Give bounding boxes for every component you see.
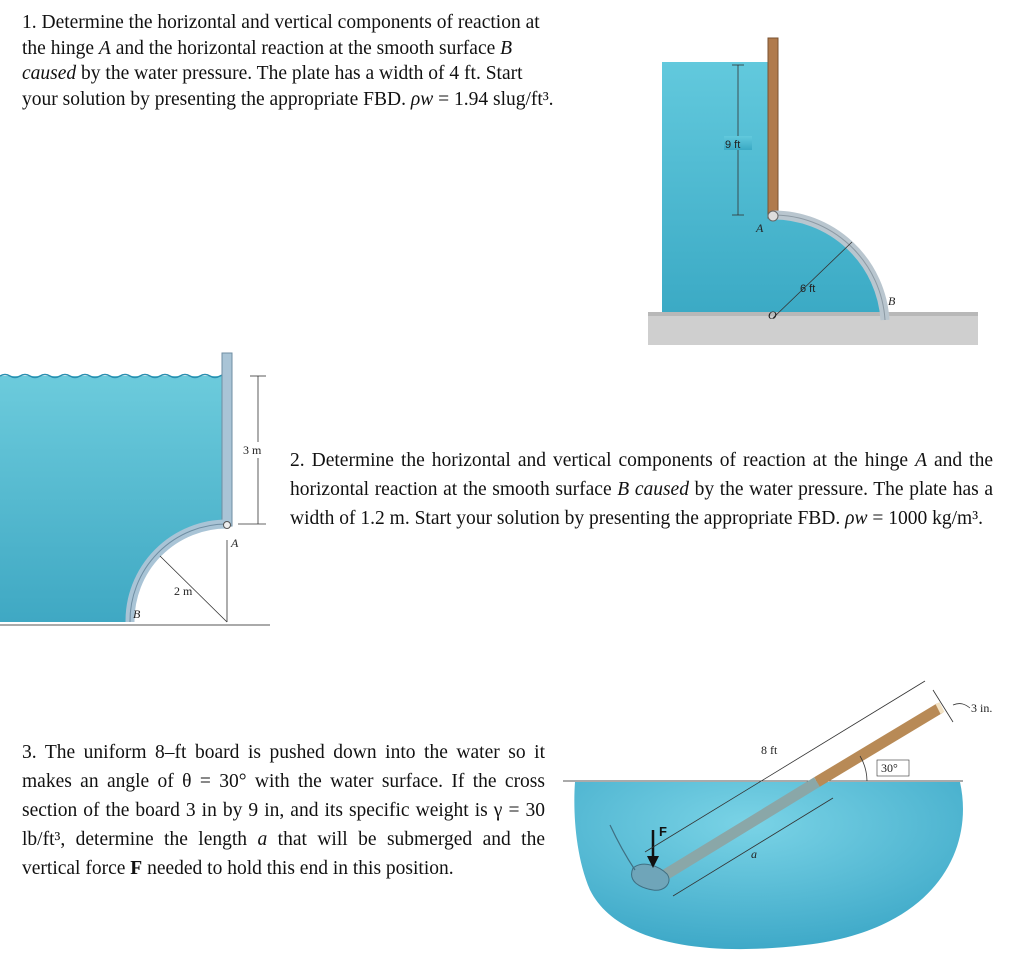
angle-label-3: 30° xyxy=(881,761,898,775)
height-label-2: 3 m xyxy=(243,443,262,457)
problem-3-text: 3. The uniform 8–ft board is pushed down into the water so it makes an angle of θ = 30° with the water surface. If the cross section of the board 3 in by 9 in, and its specific weight is γ = 30 lb/ft³, determine the length a that will be submerged and the vertical force F needed to hold this end in this position. xyxy=(22,742,545,879)
radius-label-1: 6 ft xyxy=(800,283,816,295)
hinge-label-2: A xyxy=(231,536,239,550)
problem-1-line-2: the hinge A and the horizontal reaction at the smooth surface B xyxy=(22,37,513,59)
figure-2 xyxy=(0,350,285,640)
problem-1-text xyxy=(22,10,622,112)
center-label-1: O xyxy=(768,308,777,322)
ground-1 xyxy=(648,312,978,345)
submerged-label-3: a xyxy=(751,847,757,861)
problem-2-text: 2. Determine the horizontal and vertical components of reaction at the hinge A and the horizontal reaction at the smooth surface B caused by the water pressure. The plate has a width of 1.2 m. Start your solution by presenting the appropriate FBD. ρw = 1000 kg/m³. xyxy=(290,450,994,529)
problem-1-line-3: caused by the water pressure. The plate has a width of 4 ft. Start xyxy=(22,63,523,84)
figure-3 xyxy=(555,660,1020,960)
thickness-label-3: 3 in. xyxy=(971,701,993,715)
vertical-plate-1 xyxy=(768,38,778,218)
hinge-1 xyxy=(768,211,778,221)
force-label-3: F xyxy=(659,824,667,839)
height-label-1: 9 ft xyxy=(725,139,741,151)
length-label-3: 8 ft xyxy=(761,743,778,757)
surface-label-1: B xyxy=(888,294,896,308)
problem-1-line-4: your solution by presenting the appropriate FBD. ρw = 1.94 slug/ft³. xyxy=(22,88,554,110)
vertical-plate-2 xyxy=(222,353,232,526)
problem-1-line-1: 1. Determine the horizontal and vertical components of reaction at xyxy=(22,12,540,33)
figure-1 xyxy=(640,30,985,355)
hinge-2 xyxy=(224,522,231,529)
surface-label-2: B xyxy=(133,607,141,621)
radius-label-2: 2 m xyxy=(174,584,193,598)
hinge-label-1: A xyxy=(756,221,764,235)
